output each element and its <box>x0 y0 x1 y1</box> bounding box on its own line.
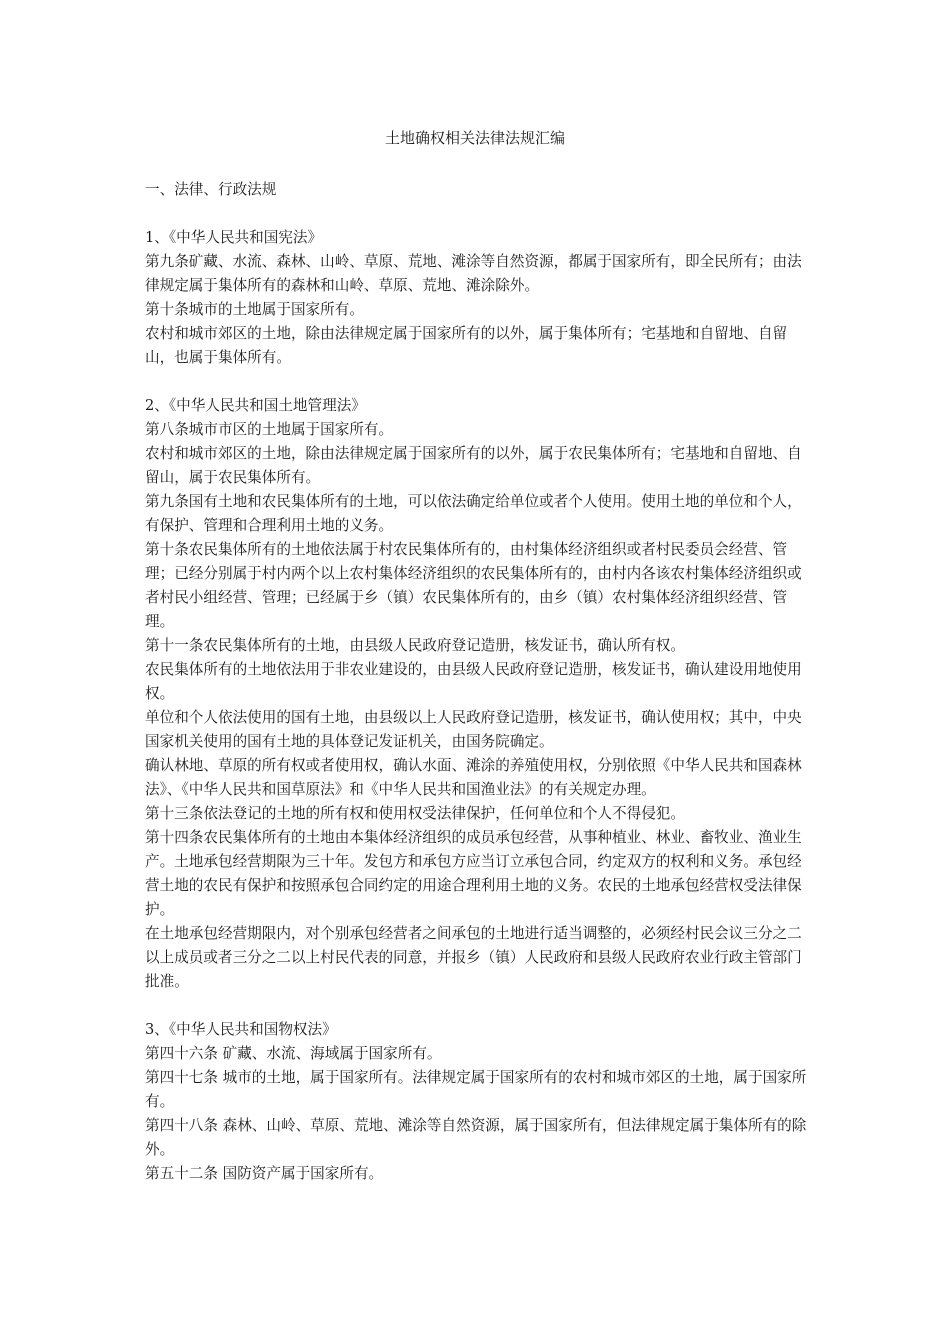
paragraph: 第十条农民集体所有的土地依法属于村农民集体所有的，由村集体经济组织或者村民委员会经营、管理；已经分别属于村内两个以上农村集体经济组织的农民集体所有的，由村内各该农村集体经济组织或者村民小组经营、管理；已经属于乡（镇）农民集体所有的，由乡（镇）农村集体经济组织经营、管理。 <box>145 541 802 630</box>
paragraph: 农村和城市郊区的土地，除由法律规定属于国家所有的以外，属于农民集体所有；宅基地和自留地、自留山，属于农民集体所有。 <box>145 445 802 486</box>
paragraph: 第四十八条 森林、山岭、草原、荒地、滩涂等自然资源，属于国家所有，但法律规定属于集体所有的除外。 <box>145 1117 807 1158</box>
document-title: 土地确权相关法律法规汇编 <box>384 129 565 147</box>
paragraph: 第十一条农民集体所有的土地，由县级人民政府登记造册，核发证书，确认所有权。 <box>145 637 685 654</box>
spacer <box>145 202 807 226</box>
paragraph: 第五十二条 国防资产属于国家所有。 <box>145 1165 384 1182</box>
document-body <box>145 178 807 1186</box>
spacer <box>145 370 807 394</box>
paragraph: 在土地承包经营期限内，对个别承包经营者之间承包的土地进行适当调整的，必须经村民会议三分之二以上成员或者三分之二以上村民代表的同意，并报乡（镇）人民政府和县级人民政府农业行政主管部门批准。 <box>145 925 802 990</box>
paragraph: 第九条国有土地和农民集体所有的土地，可以依法确定给单位或者个人使用。使用土地的单位和个人，有保护、管理和合理利用土地的义务。 <box>145 493 802 534</box>
paragraph: 第十四条农民集体所有的土地由本集体经济组织的成员承包经营，从事种植业、林业、畜牧业、渔业生产。土地承包经营期限为三十年。发包方和承包方应当订立承包合同，约定双方的权利和义务。承包经营土地的农民有保护和按照承包合同约定的用途合理利用土地的义务。农民的土地承包经营权受法律保护。 <box>145 829 802 918</box>
paragraph: 第十条城市的土地属于国家所有。 <box>145 301 364 318</box>
paragraph: 第十三条依法登记的土地的所有权和使用权受法律保护，任何单位和个人不得侵犯。 <box>145 805 685 822</box>
law-title-property-law: 3、《中华人民共和国物权法》 <box>145 1021 337 1038</box>
law-title-constitution: 1、《中华人民共和国宪法》 <box>145 229 323 246</box>
paragraph: 第九条矿藏、水流、森林、山岭、草原、荒地、滩涂等自然资源，都属于国家所有，即全民所有；由法律规定属于集体所有的森林和山岭、草原、荒地、滩涂除外。 <box>145 253 802 294</box>
paragraph: 确认林地、草原的所有权或者使用权，确认水面、滩涂的养殖使用权，分别依照《中华人民共和国森林法》、《中华人民共和国草原法》和《中华人民共和国渔业法》的有关规定办理。 <box>145 757 802 798</box>
spacer <box>145 994 807 1018</box>
paragraph: 单位和个人依法使用的国有土地，由县级以上人民政府登记造册，核发证书，确认使用权；其中，中央国家机关使用的国有土地的具体登记发证机关，由国务院确定。 <box>145 709 802 750</box>
paragraph: 第八条城市市区的土地属于国家所有。 <box>145 421 394 438</box>
paragraph: 第四十六条 矿藏、水流、海域属于国家所有。 <box>145 1045 442 1062</box>
paragraph: 第四十七条 城市的土地，属于国家所有。法律规定属于国家所有的农村和城市郊区的土地，属于国家所有。 <box>145 1069 807 1110</box>
paragraph: 农民集体所有的土地依法用于非农业建设的，由县级人民政府登记造册，核发证书，确认建设用地使用权。 <box>145 661 802 702</box>
law-title-land-administration: 2、《中华人民共和国土地管理法》 <box>145 397 366 414</box>
section-heading: 一、法律、行政法规 <box>145 181 277 198</box>
paragraph: 农村和城市郊区的土地，除由法律规定属于国家所有的以外，属于集体所有；宅基地和自留地、自留山，也属于集体所有。 <box>145 325 788 366</box>
